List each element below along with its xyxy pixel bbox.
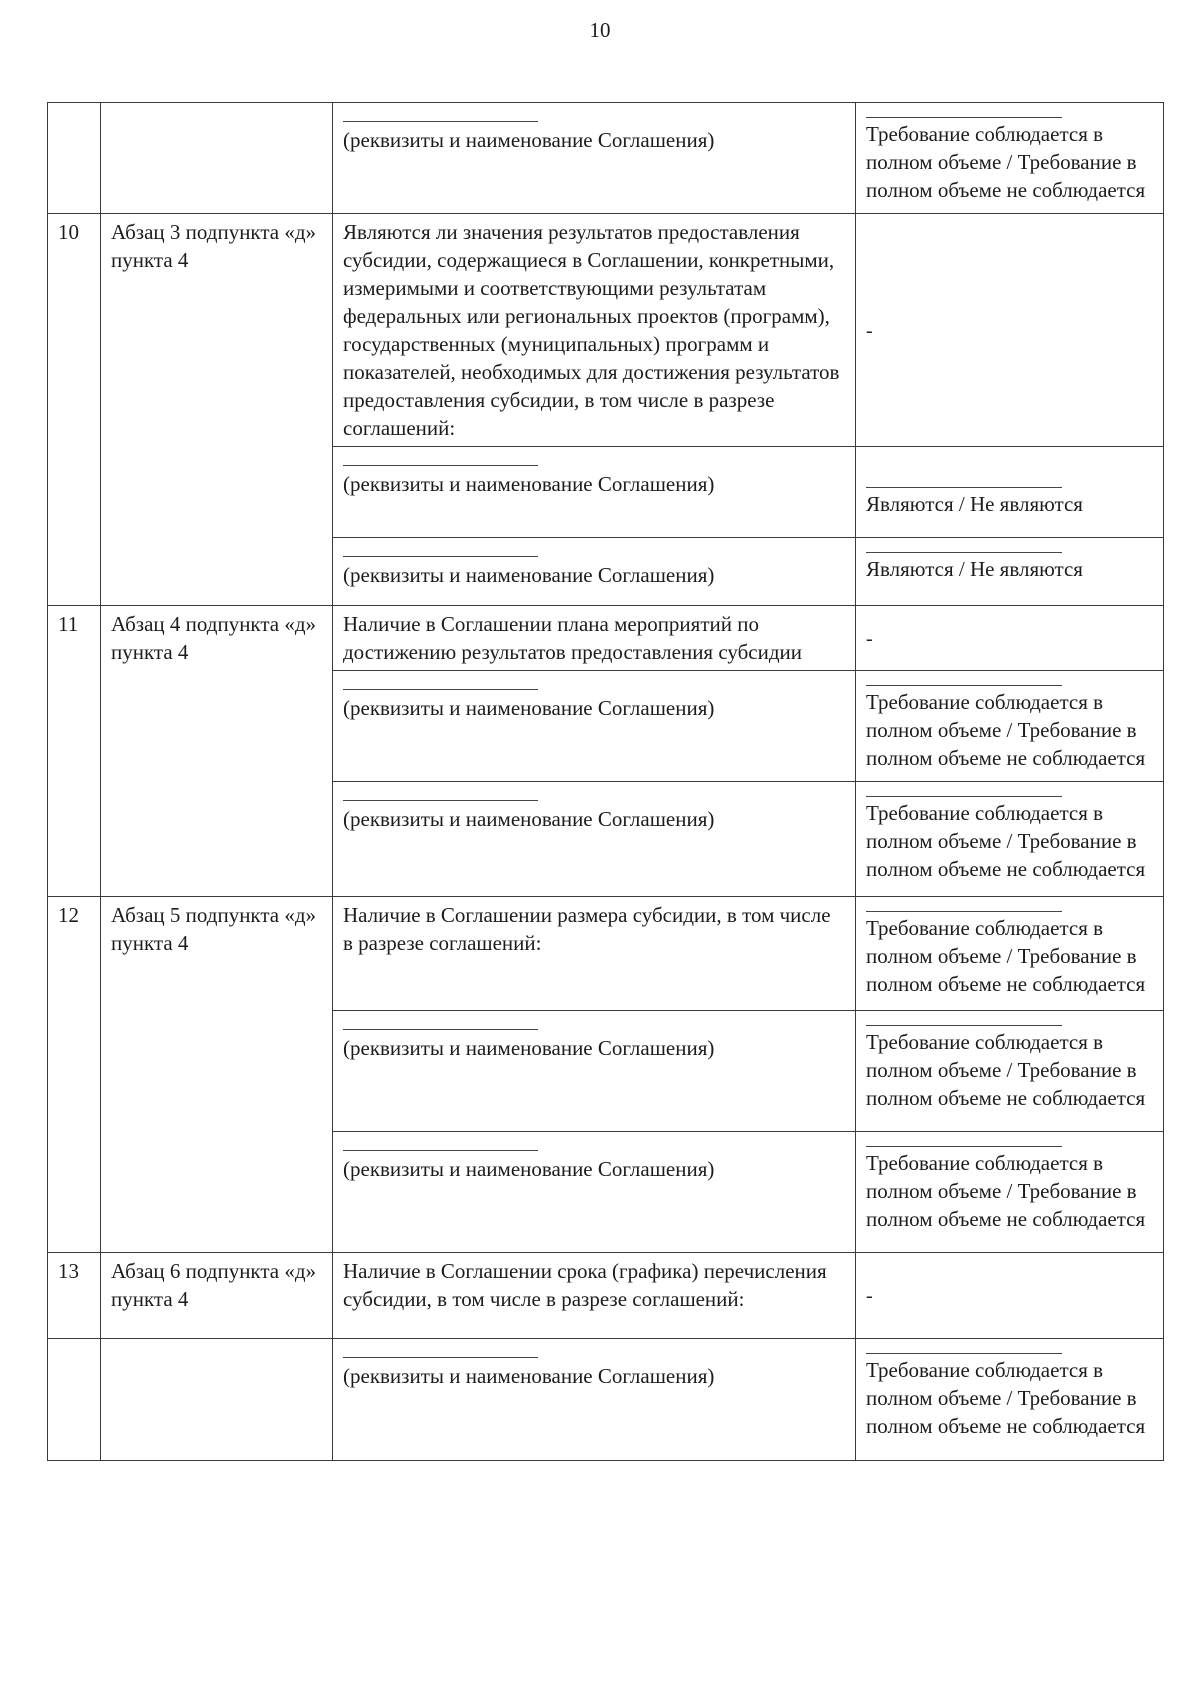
question-cell: Наличие в Соглашении плана мероприятий по достижению результатов предоставления субсидии <box>333 606 856 671</box>
blank-line <box>866 117 1062 118</box>
status-cell <box>856 538 1164 606</box>
status-text: Требование соблюдается в полном объеме / Требование в полном объеме не соблюдается <box>866 122 1146 202</box>
agreement-cell <box>333 103 856 214</box>
status-cell <box>856 782 1164 897</box>
status-cell <box>856 1132 1164 1253</box>
agreement-label: (реквизиты и наименование Соглашения) <box>343 1157 715 1181</box>
status-cell <box>856 103 1164 214</box>
agreement-label: (реквизиты и наименование Соглашения) <box>343 696 715 720</box>
blank-line <box>343 1150 538 1151</box>
status-cell <box>856 1011 1164 1132</box>
dash: - <box>866 627 873 650</box>
question-cell: Наличие в Соглашении срока (графика) перечисления субсидии, в том числе в разрезе соглашений: <box>333 1253 856 1339</box>
table-row <box>48 897 1164 1011</box>
table-row <box>48 1339 1164 1461</box>
agreement-label: (реквизиты и наименование Соглашения) <box>343 472 715 496</box>
agreement-label: (реквизиты и наименование Соглашения) <box>343 1036 715 1060</box>
dash: - <box>866 1285 873 1307</box>
status-cell <box>856 1339 1164 1461</box>
dash: - <box>866 319 873 342</box>
agreement-cell <box>333 1132 856 1253</box>
blank-line <box>866 1146 1062 1147</box>
agreement-cell <box>333 538 856 606</box>
blank-line <box>343 121 538 122</box>
blank-line <box>866 552 1062 553</box>
paragraph-cell <box>101 103 333 214</box>
blank-line <box>866 487 1062 488</box>
paragraph-cell: Абзац 4 подпункта «д» пункта 4 <box>101 606 333 897</box>
row-number-cell: 10 <box>48 214 101 606</box>
status-cell <box>856 447 1164 538</box>
blank-line <box>343 556 538 557</box>
table-row <box>48 1253 1164 1339</box>
status-cell <box>856 671 1164 782</box>
paragraph-cell: Абзац 5 подпункта «д» пункта 4 <box>101 897 333 1253</box>
status-cell <box>856 214 1164 447</box>
paragraph-cell <box>101 1339 333 1461</box>
table-row <box>48 103 1164 214</box>
status-text: Требование соблюдается в полном объеме / Требование в полном объеме не соблюдается <box>866 1030 1146 1110</box>
page-number: 10 <box>589 18 611 42</box>
status-text: Являются / Не являются <box>866 492 1083 516</box>
agreement-cell <box>333 1339 856 1461</box>
agreement-cell <box>333 782 856 897</box>
agreement-cell <box>333 1011 856 1132</box>
agreement-cell <box>333 671 856 782</box>
blank-line <box>866 685 1062 686</box>
question-cell: Наличие в Соглашении размера субсидии, в том числе в разрезе соглашений: <box>333 897 856 1011</box>
table-row <box>48 606 1164 671</box>
blank-line <box>866 796 1062 797</box>
blank-line <box>343 689 538 690</box>
status-text: Требование соблюдается в полном объеме / Требование в полном объеме не соблюдается <box>866 1151 1146 1231</box>
table-row <box>48 214 1164 447</box>
blank-line <box>343 1029 538 1030</box>
blank-line <box>866 1353 1062 1354</box>
row-number-cell: 12 <box>48 897 101 1253</box>
status-cell <box>856 897 1164 1011</box>
status-text: Являются / Не являются <box>866 557 1083 581</box>
agreement-label: (реквизиты и наименование Соглашения) <box>343 1364 715 1388</box>
blank-line <box>343 465 538 466</box>
question-cell: Являются ли значения результатов предоставления субсидии, содержащиеся в Соглашении, конкретными, измеримыми и соответствующими результатам федеральных или региональных проектов (программ), государственных (муниципальных) программ и показателей, необходимых для достижения результатов предоставления субсидии, в том числе в разрезе соглашений: <box>333 214 856 447</box>
paragraph-cell: Абзац 6 подпункта «д» пункта 4 <box>101 1253 333 1339</box>
agreement-label: (реквизиты и наименование Соглашения) <box>343 128 715 152</box>
blank-line <box>866 911 1062 912</box>
blank-line <box>866 1025 1062 1026</box>
agreement-label: (реквизиты и наименование Соглашения) <box>343 807 715 831</box>
paragraph-cell: Абзац 3 подпункта «д» пункта 4 <box>101 214 333 606</box>
checklist-table <box>47 102 1164 1461</box>
row-number-cell: 13 <box>48 1253 101 1339</box>
row-number-cell <box>48 1339 101 1461</box>
status-text: Требование соблюдается в полном объеме / Требование в полном объеме не соблюдается <box>866 1358 1146 1438</box>
blank-line <box>343 800 538 801</box>
status-cell <box>856 606 1164 671</box>
status-text: Требование соблюдается в полном объеме / Требование в полном объеме не соблюдается <box>866 801 1146 881</box>
agreement-cell <box>333 447 856 538</box>
row-number-cell <box>48 103 101 214</box>
status-text: Требование соблюдается в полном объеме / Требование в полном объеме не соблюдается <box>866 916 1146 996</box>
agreement-label: (реквизиты и наименование Соглашения) <box>343 563 715 587</box>
row-number-cell: 11 <box>48 606 101 897</box>
blank-line <box>343 1357 538 1358</box>
status-text: Требование соблюдается в полном объеме / Требование в полном объеме не соблюдается <box>866 690 1146 770</box>
status-cell <box>856 1253 1164 1339</box>
